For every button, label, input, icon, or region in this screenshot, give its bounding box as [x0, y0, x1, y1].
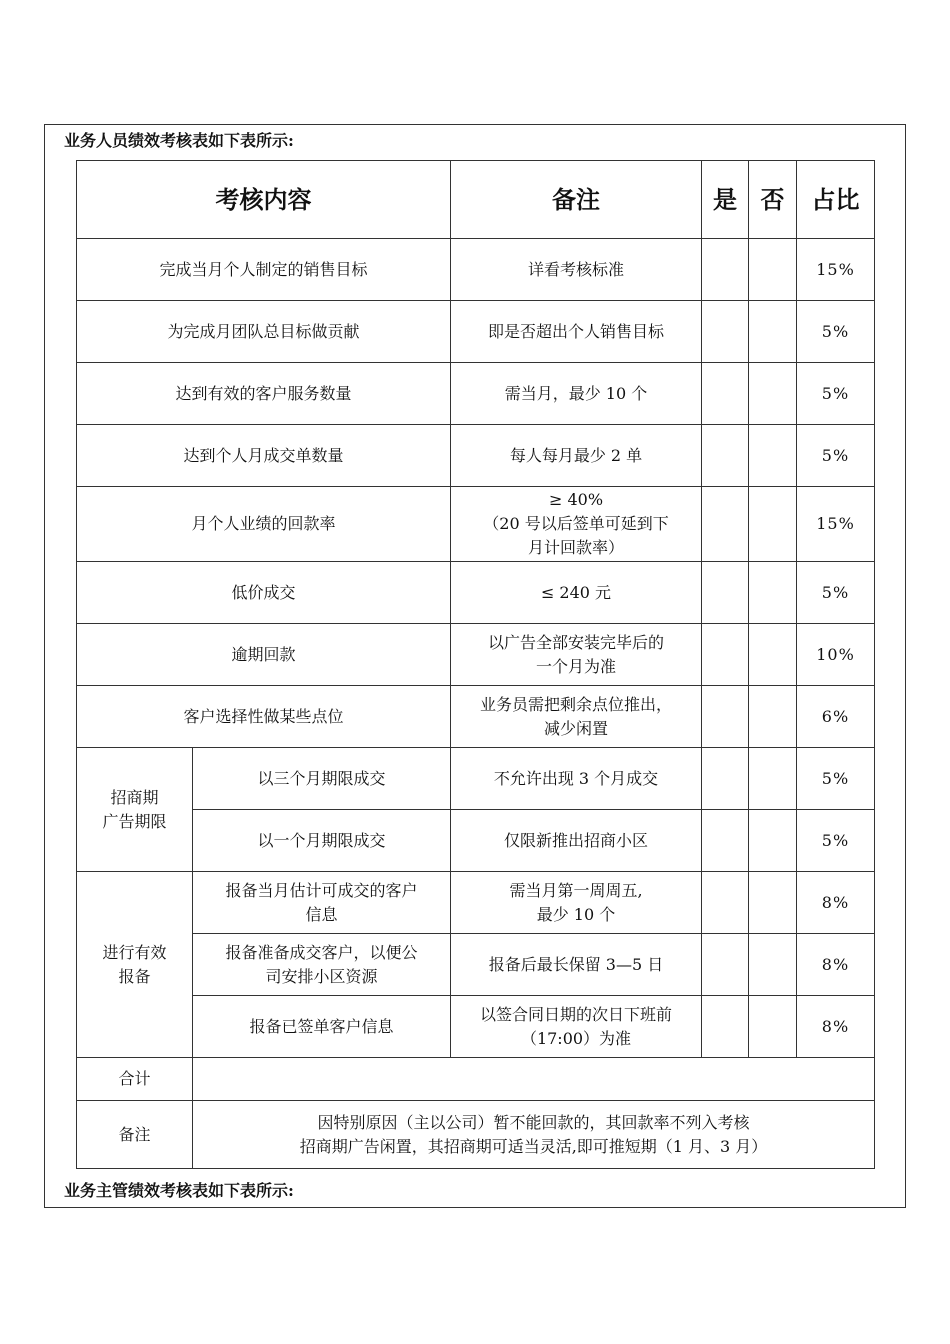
- yes-cell: [702, 748, 749, 810]
- note-line: ≥ 40%: [548, 490, 604, 509]
- header-row: [77, 161, 875, 239]
- row-note: [451, 487, 702, 562]
- header-content: 考核内容: [77, 161, 451, 239]
- remark-line: 因特别原因（主以公司）暂不能回款的，其回款率不列入考核: [317, 1112, 750, 1132]
- group-label-line: 进行有效: [102, 942, 167, 962]
- row-content: [193, 934, 451, 996]
- group-label-recruitment: [77, 748, 193, 872]
- remark-label: 备注: [77, 1101, 193, 1169]
- yes-cell: [702, 872, 749, 934]
- no-cell: [749, 363, 797, 425]
- evaluation-table: [76, 160, 875, 1169]
- no-cell: [749, 810, 797, 872]
- yes-cell: [702, 686, 749, 748]
- row-note: 需当月，最少 10 个: [451, 363, 702, 425]
- header-ratio: 占比: [797, 161, 875, 239]
- yes-cell: [702, 934, 749, 996]
- no-cell: [749, 872, 797, 934]
- row-content: 报备已签单客户信息: [193, 996, 451, 1058]
- row-content: 以一个月期限成交: [193, 810, 451, 872]
- row-ratio: 8%: [797, 934, 875, 996]
- yes-cell: [702, 562, 749, 624]
- row-note: [451, 996, 702, 1058]
- row-note: 仅限新推出招商小区: [451, 810, 702, 872]
- row-ratio: 8%: [797, 872, 875, 934]
- no-cell: [749, 748, 797, 810]
- note-line: 一个月为准: [535, 656, 616, 676]
- no-cell: [749, 686, 797, 748]
- row-ratio: 5%: [797, 562, 875, 624]
- row-content: 以三个月期限成交: [193, 748, 451, 810]
- content-line: 报备当月估计可成交的客户: [225, 880, 418, 900]
- no-cell: [749, 301, 797, 363]
- row-note: 不允许出现 3 个月成交: [451, 748, 702, 810]
- row-ratio: 5%: [797, 363, 875, 425]
- note-line: 月计回款率）: [527, 538, 624, 557]
- yes-cell: [702, 363, 749, 425]
- note-line: 需当月第一周周五,: [509, 880, 643, 900]
- note-line: （20 号以后签单可延到下: [483, 514, 669, 533]
- yes-cell: [702, 239, 749, 301]
- remark-row: [77, 1101, 875, 1169]
- total-value: [193, 1058, 875, 1101]
- row-content: 为完成月团队总目标做贡献: [77, 301, 451, 363]
- yes-cell: [702, 624, 749, 686]
- content-line: 报备准备成交客户，以便公: [225, 942, 418, 962]
- header-yes: 是: [702, 161, 749, 239]
- top-heading: 业务人员绩效考核表如下表所示:: [64, 131, 294, 150]
- row-note: [451, 872, 702, 934]
- row-content: 月个人业绩的回款率: [77, 487, 451, 562]
- remark-text: [193, 1101, 875, 1169]
- no-cell: [749, 996, 797, 1058]
- row-ratio: 5%: [797, 748, 875, 810]
- table-row: [77, 624, 875, 686]
- no-cell: [749, 487, 797, 562]
- row-content: 低价成交: [77, 562, 451, 624]
- row-content: 逾期回款: [77, 624, 451, 686]
- row-ratio: 10%: [797, 624, 875, 686]
- yes-cell: [702, 487, 749, 562]
- note-line: 减少闲置: [543, 718, 608, 738]
- remark-line: 招商期广告闲置，其招商期可适当灵活,即可推短期（1 月、3 月）: [299, 1136, 768, 1156]
- total-row: [77, 1058, 875, 1101]
- row-note: 报备后最长保留 3—5 日: [451, 934, 702, 996]
- note-line: 以签合同日期的次日下班前: [479, 1004, 672, 1024]
- table-row: [77, 363, 875, 425]
- row-content: 达到个人月成交单数量: [77, 425, 451, 487]
- yes-cell: [702, 425, 749, 487]
- row-note: 每人每月最少 2 单: [451, 425, 702, 487]
- group-label-reporting: [77, 872, 193, 1058]
- row-note: [451, 624, 702, 686]
- row-note: 详看考核标准: [451, 239, 702, 301]
- row-ratio: 15%: [797, 239, 875, 301]
- row-content: 客户选择性做某些点位: [77, 686, 451, 748]
- row-content: 达到有效的客户服务数量: [77, 363, 451, 425]
- no-cell: [749, 934, 797, 996]
- table-row: [77, 239, 875, 301]
- yes-cell: [702, 301, 749, 363]
- no-cell: [749, 425, 797, 487]
- content-line: 司安排小区资源: [265, 966, 378, 986]
- row-ratio: 15%: [797, 487, 875, 562]
- content-line: 信息: [305, 904, 338, 924]
- table-row: [77, 934, 875, 996]
- yes-cell: [702, 996, 749, 1058]
- table-row: [77, 562, 875, 624]
- row-content: 完成当月个人制定的销售目标: [77, 239, 451, 301]
- table-row: [77, 996, 875, 1058]
- row-ratio: 5%: [797, 810, 875, 872]
- header-note: 备注: [451, 161, 702, 239]
- bottom-heading: 业务主管绩效考核表如下表所示:: [64, 1181, 294, 1200]
- no-cell: [749, 562, 797, 624]
- row-note: ≤ 240 元: [451, 562, 702, 624]
- row-ratio: 5%: [797, 301, 875, 363]
- row-content: [193, 872, 451, 934]
- table-row: [77, 487, 875, 562]
- yes-cell: [702, 810, 749, 872]
- table-row: [77, 425, 875, 487]
- row-note: 即是否超出个人销售目标: [451, 301, 702, 363]
- table-row: [77, 301, 875, 363]
- row-ratio: 5%: [797, 425, 875, 487]
- group-label-line: 招商期: [110, 787, 159, 807]
- note-line: （17:00）为准: [520, 1028, 632, 1048]
- row-note: [451, 686, 702, 748]
- no-cell: [749, 239, 797, 301]
- note-line: 以广告全部安装完毕后的: [487, 632, 664, 652]
- note-line: 业务员需把剩余点位推出，: [479, 694, 672, 714]
- table-row: [77, 872, 875, 934]
- row-ratio: 8%: [797, 996, 875, 1058]
- note-line: 最少 10 个: [536, 904, 616, 924]
- row-ratio: 6%: [797, 686, 875, 748]
- no-cell: [749, 624, 797, 686]
- table-row: [77, 810, 875, 872]
- header-no: 否: [749, 161, 797, 239]
- group-label-line: 广告期限: [102, 811, 167, 831]
- total-label: 合计: [77, 1058, 193, 1101]
- group-label-line: 报备: [118, 966, 151, 986]
- table-row: [77, 748, 875, 810]
- table-row: [77, 686, 875, 748]
